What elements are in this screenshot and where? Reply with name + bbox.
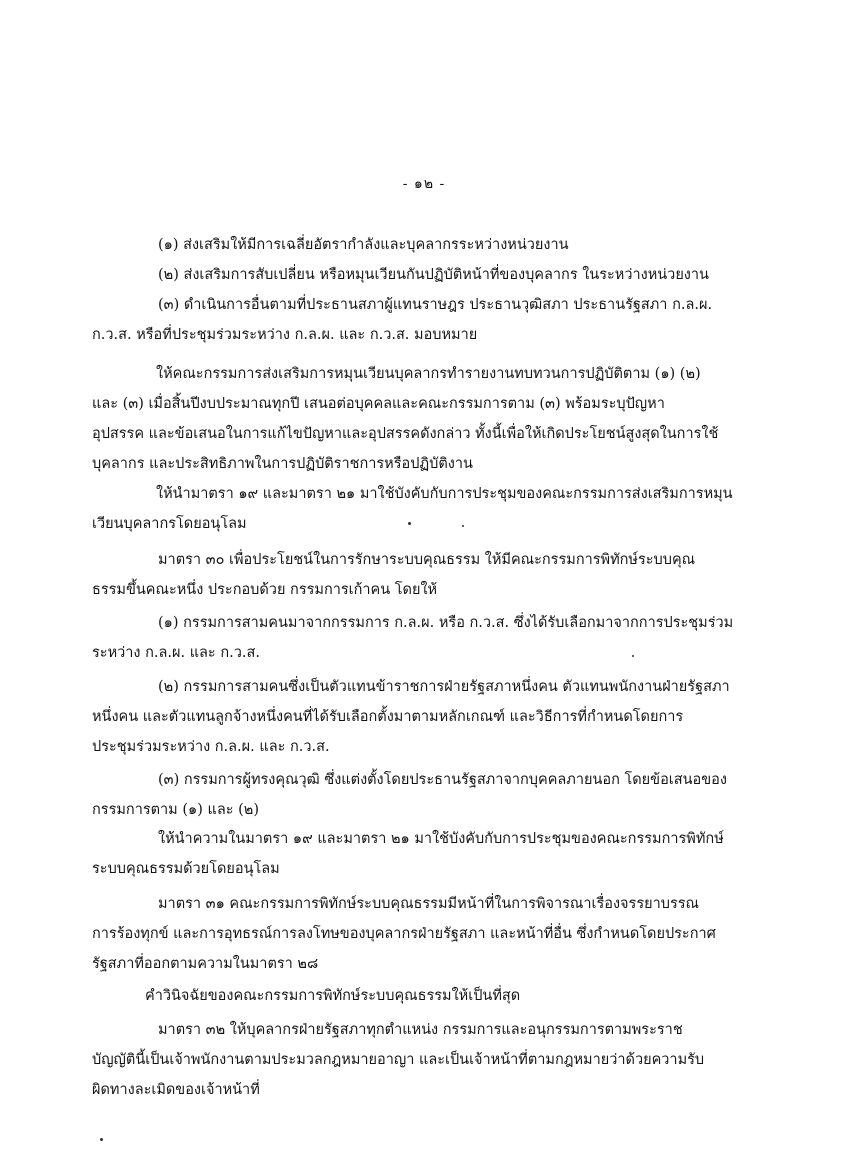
text-line: อุปสรรค และข้อเสนอในการแก้ไขปัญหาและอุปสรรคดังกล่าว ทั้งนี้เพื่อให้เกิดประโยชน์สูงสุดในการใช้ [92,426,719,442]
scan-speck [632,655,634,657]
text-line: และ (๓) เมื่อสิ้นปีงบประมาณทุกปี เสนอต่อบุคคลและคณะกรรมการตาม (๓) พร้อมระบุปัญหา [92,396,665,412]
text-line: ให้นำความในมาตรา ๑๙ และมาตรา ๒๑ มาใช้บังคับกับการประชุมของคณะกรรมการพิทักษ์ [158,831,724,847]
text-line: (๑) กรรมการสามคนมาจากกรรมการ ก.ล.ผ. หรือ ก.ว.ส. ซึ่งได้รับเลือกมาจากการประชุมร่วม [158,615,734,631]
text-line: รัฐสภาที่ออกตามความในมาตรา ๒๘ [92,956,319,972]
text-line: เวียนบุคลากรโดยอนุโลม [92,516,247,532]
text-line: ผิดทางละเมิดของเจ้าหน้าที่ [92,1082,260,1098]
scan-speck [462,525,464,527]
text-line: ให้คณะกรรมการส่งเสริมการหมุนเวียนบุคลากรทำรายงานทบทวนการปฏิบัติตาม (๑) (๒) [156,366,701,382]
scan-speck [408,522,411,525]
text-line: หนึ่งคน และตัวแทนลูกจ้างหนึ่งคนที่ได้รับเลือกตั้งมาตามหลักเกณฑ์ และวิธีการที่กำหนดโดยการ [92,709,684,725]
text-line: มาตรา ๓๐ เพื่อประโยชน์ในการรักษาระบบคุณธรรม ให้มีคณะกรรมการพิทักษ์ระบบคุณ [158,552,696,568]
text-line: บุคลากร และประสิทธิภาพในการปฏิบัติราชการหรือปฏิบัติงาน [92,456,473,472]
scan-speck [100,1138,103,1141]
text-line: มาตรา ๓๒ ให้บุคลากรฝ่ายรัฐสภาทุกตำแหน่ง กรรมการและอนุกรรมการตามพระราช [158,1022,683,1038]
text-line: ระบบคุณธรรมด้วยโดยอนุโลม [92,861,280,877]
text-line: (๓) ดำเนินการอื่นตามที่ประธานสภาผู้แทนราษฎร ประธานวุฒิสภา ประธานรัฐสภา ก.ล.ผ. [158,297,713,313]
text-line: บัญญัตินี้เป็นเจ้าพนักงานตามประมวลกฎหมายอาญา และเป็นเจ้าหน้าที่ตามกฎหมายว่าด้วยความรับ [92,1052,705,1068]
text-line: ให้นำมาตรา ๑๙ และมาตรา ๒๑ มาใช้บังคับกับการประชุมของคณะกรรมการส่งเสริมการหมุน [156,486,733,502]
text-line: ประชุมร่วมระหว่าง ก.ล.ผ. และ ก.ว.ส. [92,739,330,755]
text-line: กรรมการตาม (๑) และ (๒) [92,802,259,818]
text-line: ก.ว.ส. หรือที่ประชุมร่วมระหว่าง ก.ล.ผ. และ ก.ว.ส. มอบหมาย [92,327,478,343]
text-line: (๒) กรรมการสามคนซึ่งเป็นตัวแทนข้าราชการฝ่ายรัฐสภาหนึ่งคน ตัวแทนพนักงานฝ่ายรัฐสภา [158,679,730,695]
text-line: คำวินิจฉัยของคณะกรรมการพิทักษ์ระบบคุณธรรมให้เป็นที่สุด [145,988,521,1004]
text-line: (๓) กรรมการผู้ทรงคุณวุฒิ ซึ่งแต่งตั้งโดยประธานรัฐสภาจากบุคคลภายนอก โดยข้อเสนอของ [158,772,727,788]
text-line: ธรรมขึ้นคณะหนึ่ง ประกอบด้วย กรรมการเก้าคน โดยให้ [92,582,438,598]
text-line: มาตรา ๓๑ คณะกรรมการพิทักษ์ระบบคุณธรรมมีหน้าที่ในการพิจารณาเรื่องจรรยาบรรณ [158,896,700,912]
text-line: (๒) ส่งเสริมการสับเปลี่ยน หรือหมุนเวียนกันปฏิบัติหน้าที่ของบุคลากร ในระหว่างหน่วยงาน [158,267,709,283]
text-line: (๑) ส่งเสริมให้มีการเฉลี่ยอัตรากำลังและบุคลากรระหว่างหน่วยงาน [158,237,569,253]
text-line: ระหว่าง ก.ล.ผ. และ ก.ว.ส. [92,645,260,661]
text-line: การร้องทุกข์ และการอุทธรณ์การลงโทษของบุคลากรฝ่ายรัฐสภา และหน้าที่อื่น ซึ่งกำหนดโดยประกาศ [92,926,716,942]
page-number: - ๑๒ - [402,176,446,192]
